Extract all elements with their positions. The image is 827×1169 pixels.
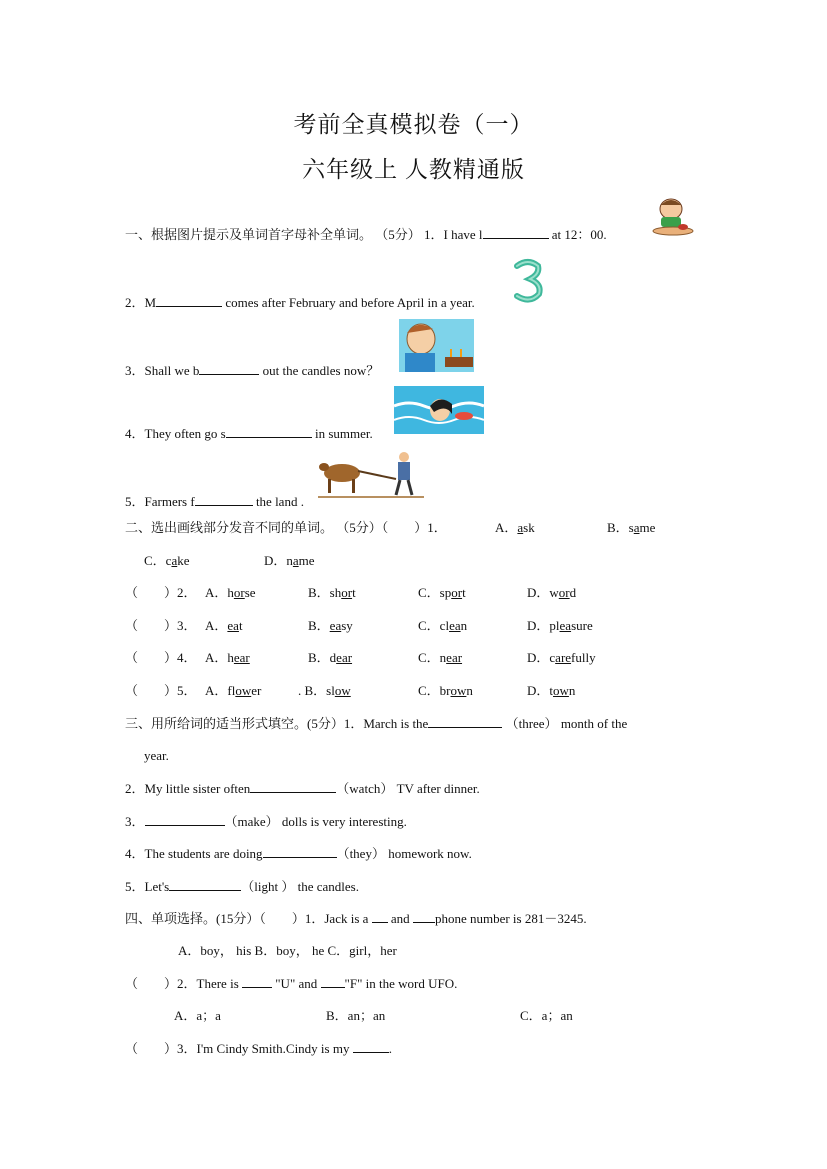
s3-q2-blank[interactable] <box>250 780 336 793</box>
s2-q4-option-a[interactable]: A．hear <box>205 650 250 665</box>
s2-q3-option-d[interactable]: D．pleasure <box>527 618 593 633</box>
s2-q1-option-b[interactable]: B．same <box>607 520 656 535</box>
s4-q2-blank2[interactable] <box>321 975 345 988</box>
s1-q5-text: 5．Farmers f <box>125 494 195 509</box>
s2-q1-num: 1． <box>427 520 447 535</box>
s1-q2-text: 2．M <box>125 295 157 310</box>
s2-q4-option-d[interactable]: D．carefully <box>527 650 596 665</box>
section3-heading: 三、用所给词的适当形式填空。(5分） <box>125 716 344 731</box>
s2-q3-paren[interactable]: （ ） <box>125 618 178 633</box>
s1-q1-rest: at 12：00. <box>551 227 607 242</box>
s4-q2-option-b[interactable]: B．an；an <box>326 1008 386 1023</box>
s2-q5-option-b[interactable]: . B．slow <box>298 683 351 698</box>
s3-q1-blank[interactable] <box>428 715 502 728</box>
s2-q5-option-d[interactable]: D．town <box>527 683 576 698</box>
s3-q1-continuation: year. <box>144 748 169 763</box>
s2-q1-option-c[interactable]: C．cake <box>144 553 190 568</box>
section1-heading: 一、根据图片提示及单词首字母补全单词。 （5分） <box>125 227 421 242</box>
s3-q3-blank[interactable] <box>145 813 225 826</box>
s4-q2-option-a[interactable]: A．a；a <box>174 1008 221 1023</box>
section2-line1 <box>125 520 447 536</box>
s2-q5-option-c[interactable]: C．brown <box>418 683 473 698</box>
section1-line4 <box>125 425 373 442</box>
s4-q3-paren[interactable]: （ ） <box>125 1041 178 1056</box>
number-three-picture <box>512 258 544 304</box>
s1-q3-blank[interactable] <box>199 362 259 375</box>
s1-q4-rest: in summer. <box>314 426 373 441</box>
eating-boy-picture <box>647 195 699 237</box>
s3-q4-blank[interactable] <box>263 845 337 858</box>
blowing-candles-picture <box>399 319 474 372</box>
s2-q2-paren[interactable]: （ ） <box>125 585 178 600</box>
s1-q1-blank[interactable] <box>483 226 549 239</box>
section1-line2 <box>125 294 475 311</box>
s4-q2-option-c[interactable]: C．a；an <box>520 1008 573 1023</box>
s3-q2: 2．My little sister often （watch） TV after dinner. <box>125 781 480 796</box>
section1-line1 <box>125 226 607 243</box>
s4-q2-paren[interactable]: （ ） <box>125 976 178 991</box>
section4-heading: 四、单项选择。(15分） <box>125 911 260 926</box>
s2-q4-paren[interactable]: （ ） <box>125 650 178 665</box>
s2-q2-option-a[interactable]: A．horse <box>205 585 256 600</box>
s2-q3-option-c[interactable]: C．clean <box>418 618 468 633</box>
s1-q2-blank[interactable] <box>156 294 222 307</box>
s4-q3: （ ）3．I'm Cindy Smith.Cindy is my . <box>125 1041 392 1056</box>
farmer-plowing-picture <box>318 447 424 499</box>
s4-q3-blank[interactable] <box>353 1040 389 1053</box>
section1-line3 <box>125 362 379 379</box>
s2-q3-stem: （ ）3． <box>125 618 197 633</box>
s2-q4-option-b[interactable]: B．dear <box>308 650 353 665</box>
s2-q1-option-d[interactable]: D．name <box>264 553 315 568</box>
s3-q5: 5．Let's （light ） the candles. <box>125 879 359 894</box>
page-subtitle: 六年级上 人教精通版 <box>302 157 525 182</box>
s2-q2-option-d[interactable]: D．word <box>527 585 577 600</box>
s1-q1-text: 1．I have l <box>424 227 483 242</box>
s4-q2: （ ）2．There is "U" and "F" in the word UFO. <box>125 976 458 991</box>
s3-q3: 3． （make） dolls is very interesting. <box>125 814 407 829</box>
section3-line1: 三、用所给词的适当形式填空。(5分）1．March is the （three） month of the <box>125 716 628 731</box>
s2-q2-option-b[interactable]: B．short <box>308 585 356 600</box>
s2-q2-stem: （ ）2． <box>125 585 197 600</box>
s3-q5-blank[interactable] <box>169 878 241 891</box>
section4-line1: 四、单项选择。(15分）（ ）1．Jack is a and phone number is 281－3245. <box>125 911 587 926</box>
s2-q4-option-c[interactable]: C．near <box>418 650 463 665</box>
s4-q1-blank2[interactable] <box>413 910 435 923</box>
s2-q3-option-a[interactable]: A．eat <box>205 618 243 633</box>
page-title: 考前全真模拟卷（一） <box>293 112 534 137</box>
s1-q5-blank[interactable] <box>195 493 253 506</box>
s2-q5-stem: （ ）5． <box>125 683 197 698</box>
s1-q5-rest: the land . <box>255 494 304 509</box>
s2-q5-paren[interactable]: （ ） <box>125 683 178 698</box>
section2-heading: 二、选出画线部分发音不同的单词。 （5分） <box>125 520 382 535</box>
s3-q4: 4．The students are doing （they） homework now. <box>125 846 472 861</box>
s2-q5-option-a[interactable]: A．flower <box>205 683 262 698</box>
s2-q2-option-c[interactable]: C．sport <box>418 585 466 600</box>
s1-q4-text: 4．They often go s <box>125 426 226 441</box>
swimming-girl-picture <box>394 386 484 434</box>
s4-q1-blank1[interactable] <box>372 910 388 923</box>
s1-q2-rest: comes after February and before April in a year. <box>225 295 475 310</box>
s2-q1-paren[interactable]: （ ） <box>381 520 428 535</box>
s4-q1-options[interactable]: A．boy， his B．boy， he C．girl，her <box>178 943 397 958</box>
s1-q4-blank[interactable] <box>226 425 312 438</box>
s1-q3-text: 3．Shall we b <box>125 363 200 378</box>
s2-q3-option-b[interactable]: B．easy <box>308 618 353 633</box>
s2-q4-stem: （ ）4． <box>125 650 197 665</box>
s1-q3-rest: out the candles now？ <box>262 363 380 378</box>
s2-q1-option-a[interactable]: A．ask <box>495 520 535 535</box>
section1-line5 <box>125 493 304 510</box>
s4-q2-blank1[interactable] <box>242 975 272 988</box>
s4-q1-paren[interactable]: （ ） <box>259 911 305 926</box>
